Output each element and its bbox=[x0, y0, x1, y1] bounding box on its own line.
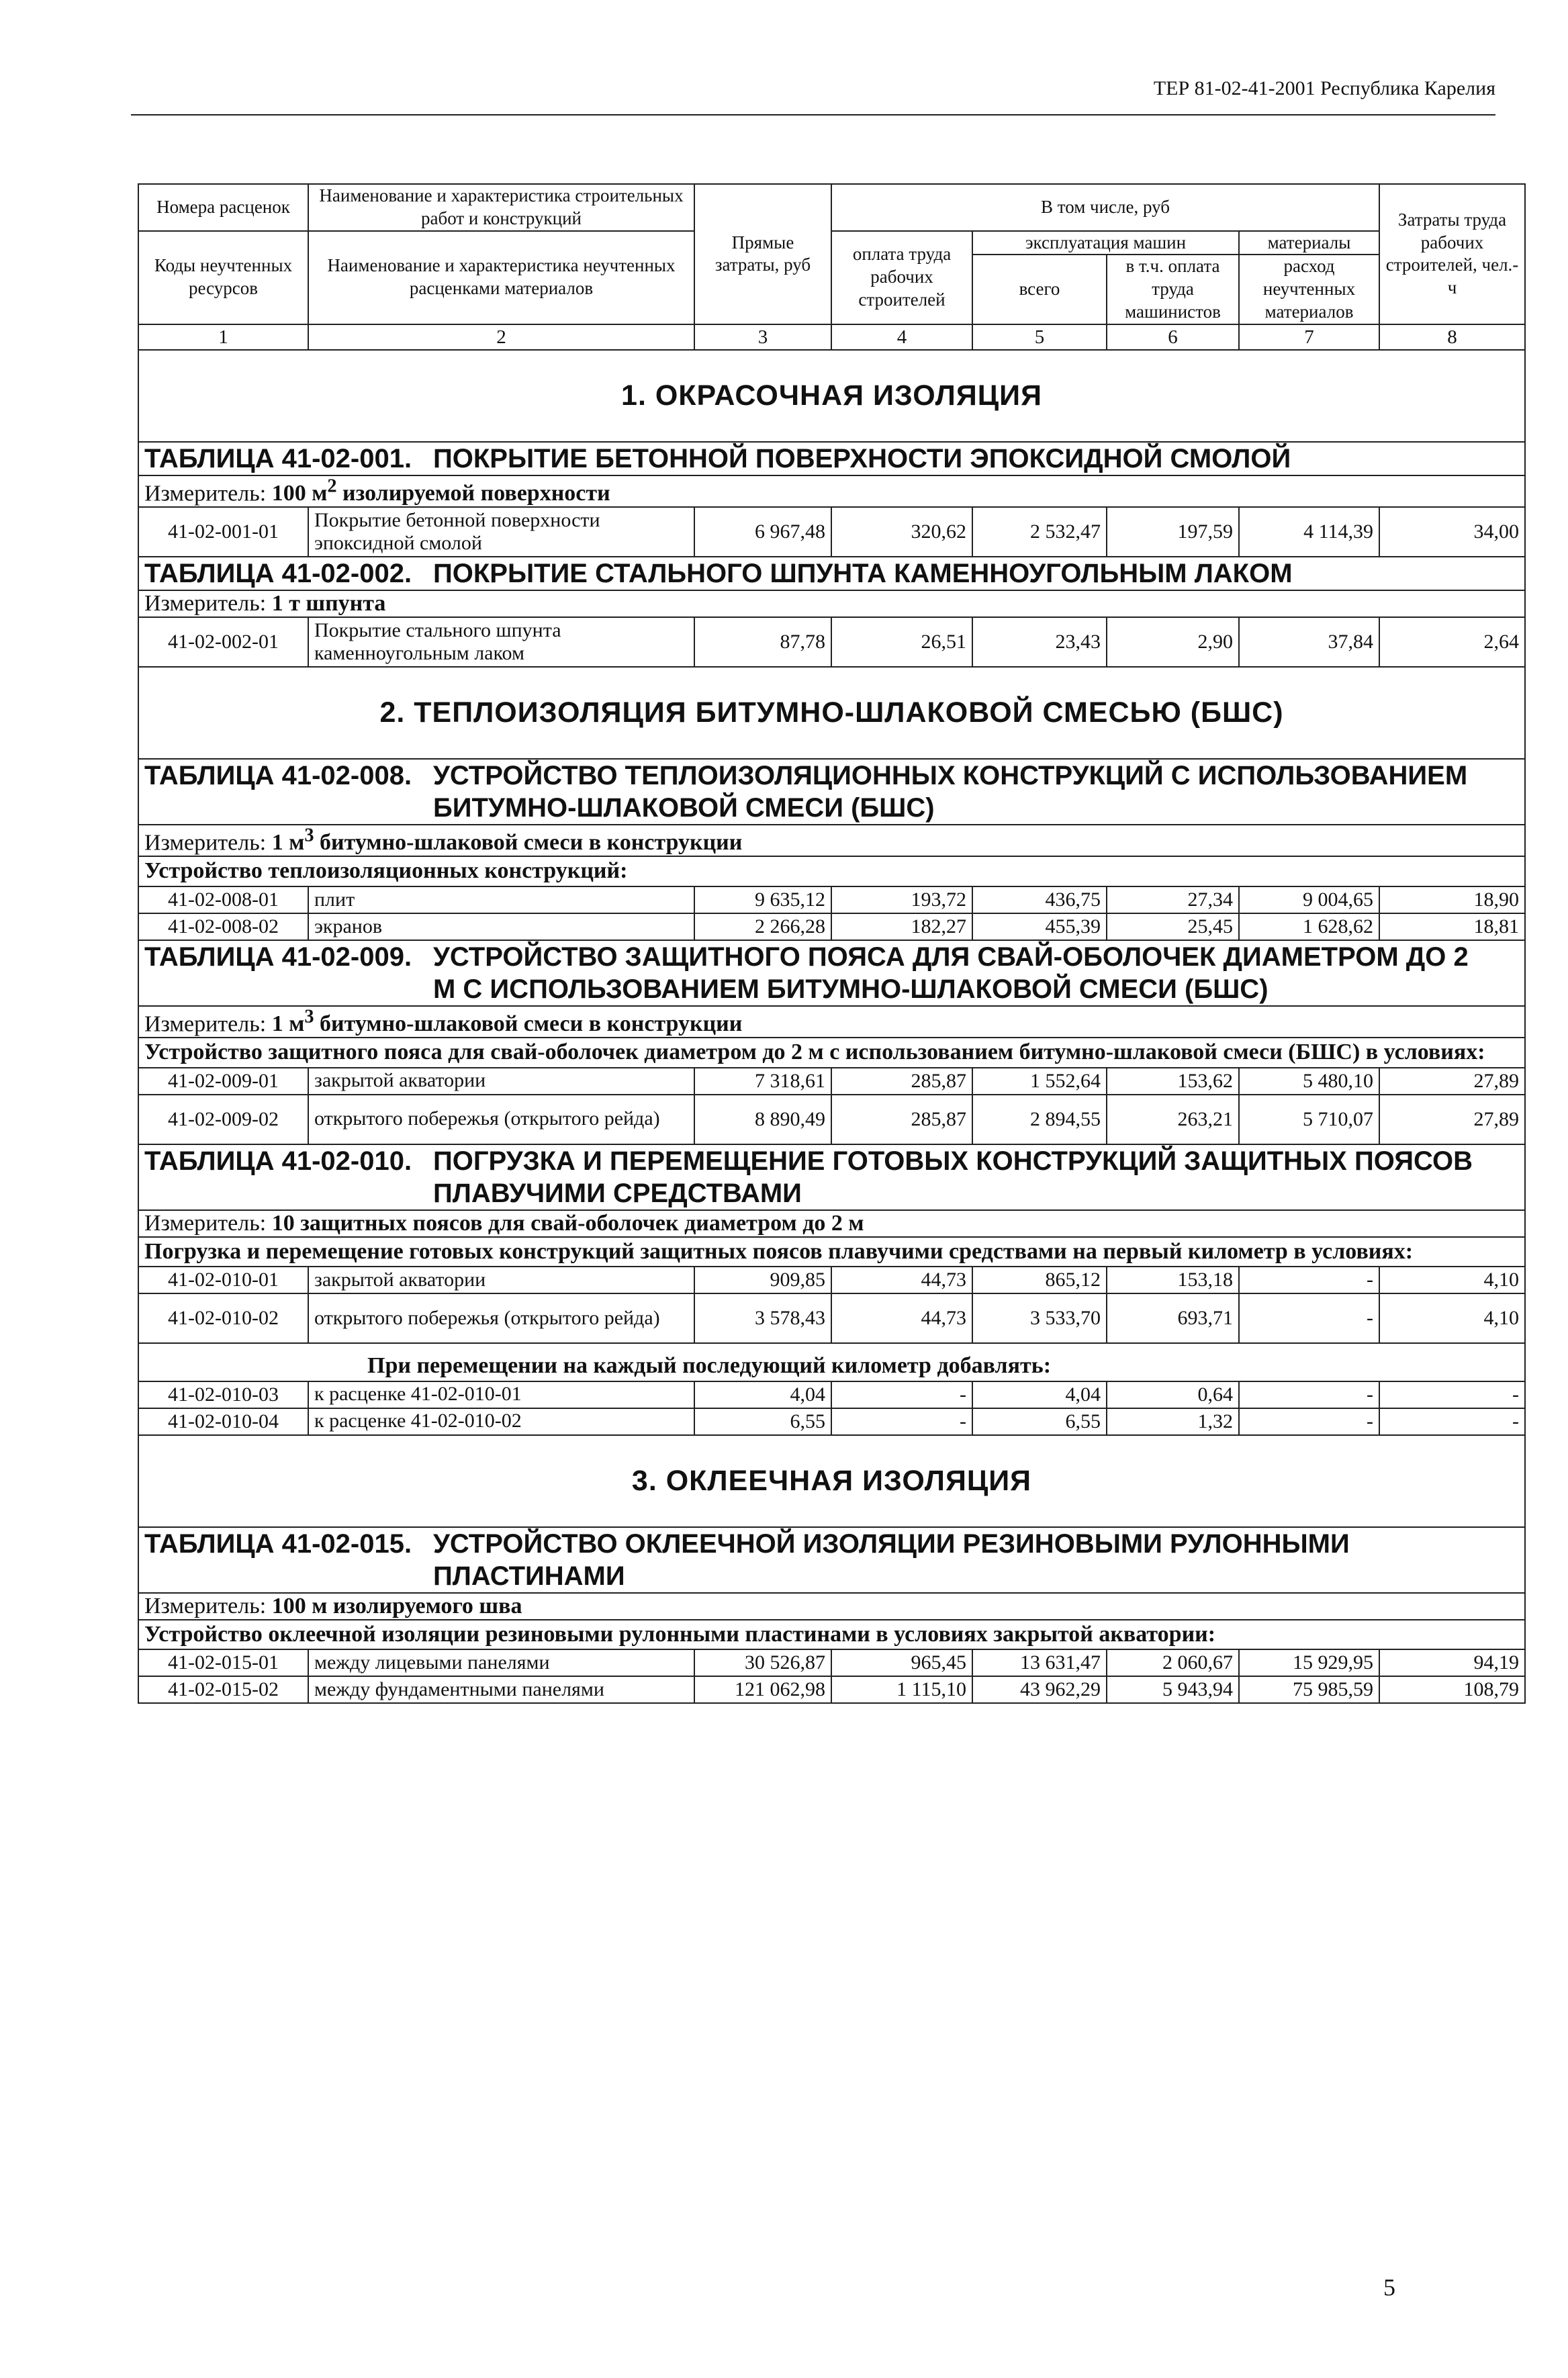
col-num: 5 bbox=[972, 324, 1107, 350]
materials: - bbox=[1239, 1267, 1379, 1293]
measure-sup: 2 bbox=[327, 475, 337, 497]
rate-code: 41-02-002-01 bbox=[138, 617, 308, 667]
rate-name: между фундаментными панелями bbox=[308, 1676, 694, 1703]
machinist-wages: 27,34 bbox=[1107, 886, 1239, 913]
table-heading bbox=[138, 442, 1525, 475]
table-title: ПОКРЫТИЕ БЕТОННОЙ ПОВЕРХНОСТИ ЭПОКСИДНОЙ СМОЛОЙ bbox=[433, 443, 1291, 473]
labor-hours: 27,89 bbox=[1379, 1095, 1525, 1144]
rate-code: 41-02-008-01 bbox=[138, 886, 308, 913]
table-measure bbox=[138, 1006, 1525, 1038]
machinist-wages: 153,18 bbox=[1107, 1267, 1239, 1293]
machines-total: 6,55 bbox=[972, 1408, 1107, 1435]
table-row bbox=[138, 913, 1525, 940]
table-subheader: Погрузка и перемещение готовых конструкций защитных поясов плавучими средствами на первый километр в условиях: bbox=[138, 1237, 1525, 1267]
table-label: ТАБЛИЦА 41-02-015. bbox=[144, 1528, 412, 1559]
table-measure bbox=[138, 475, 1525, 507]
col-materials: материалы bbox=[1239, 231, 1379, 255]
table-label: ТАБЛИЦА 41-02-009. bbox=[144, 942, 412, 972]
rate-code: 41-02-015-02 bbox=[138, 1676, 308, 1703]
rate-code: 41-02-010-03 bbox=[138, 1381, 308, 1408]
labor-wages: 285,87 bbox=[831, 1095, 972, 1144]
table-row bbox=[138, 1649, 1525, 1676]
labor-wages: 44,73 bbox=[831, 1293, 972, 1343]
machinist-wages: 5 943,94 bbox=[1107, 1676, 1239, 1703]
measure-sup: 3 bbox=[304, 1006, 314, 1027]
col-machinist-wages: в т.ч. оплата труда машинистов bbox=[1107, 255, 1239, 324]
machines-total: 4,04 bbox=[972, 1381, 1107, 1408]
machinist-wages: 2,90 bbox=[1107, 617, 1239, 667]
measure-unit: 1 м bbox=[271, 1011, 305, 1037]
machines-total: 455,39 bbox=[972, 913, 1107, 940]
table-subheader: Устройство теплоизоляционных конструкций: bbox=[138, 856, 1525, 886]
machinist-wages: 153,62 bbox=[1107, 1068, 1239, 1095]
rate-name: между лицевыми панелями bbox=[308, 1649, 694, 1676]
direct-costs: 7 318,61 bbox=[694, 1068, 831, 1095]
machines-total: 3 533,70 bbox=[972, 1293, 1107, 1343]
labor-wages: 965,45 bbox=[831, 1649, 972, 1676]
machines-total: 865,12 bbox=[972, 1267, 1107, 1293]
measure-prefix: Измеритель: bbox=[144, 1011, 267, 1037]
labor-hours: 108,79 bbox=[1379, 1676, 1525, 1703]
measure-unit: 1 т шпунта bbox=[271, 591, 386, 616]
direct-costs: 9 635,12 bbox=[694, 886, 831, 913]
section-title: 2. ТЕПЛОИЗОЛЯЦИЯ БИТУМНО-ШЛАКОВОЙ СМЕСЬЮ (БШС) bbox=[138, 667, 1525, 759]
materials: - bbox=[1239, 1408, 1379, 1435]
rate-code: 41-02-008-02 bbox=[138, 913, 308, 940]
labor-hours: - bbox=[1379, 1408, 1525, 1435]
table-label: ТАБЛИЦА 41-02-008. bbox=[144, 761, 412, 791]
col-labor-wages: оплата труда рабочих строителей bbox=[831, 231, 972, 324]
col-num: 4 bbox=[831, 324, 972, 350]
machinist-wages: 25,45 bbox=[1107, 913, 1239, 940]
col-num: 1 bbox=[138, 324, 308, 350]
table-row bbox=[138, 886, 1525, 913]
measure-prefix: Измеритель: bbox=[144, 1593, 267, 1618]
rate-name: открытого побережья (открытого рейда) bbox=[308, 1095, 694, 1144]
materials: 4 114,39 bbox=[1239, 507, 1379, 557]
machines-total: 1 552,64 bbox=[972, 1068, 1107, 1095]
machinist-wages: 2 060,67 bbox=[1107, 1649, 1239, 1676]
col-rate-number: Номера расценок bbox=[138, 184, 308, 231]
materials: 15 929,95 bbox=[1239, 1649, 1379, 1676]
direct-costs: 30 526,87 bbox=[694, 1649, 831, 1676]
table-row bbox=[138, 1381, 1525, 1408]
rate-name: Покрытие стального шпунта каменноугольным лаком bbox=[308, 617, 694, 667]
col-resource-codes: Коды неучтенных ресурсов bbox=[138, 231, 308, 324]
col-num: 7 bbox=[1239, 324, 1379, 350]
direct-costs: 121 062,98 bbox=[694, 1676, 831, 1703]
table-heading bbox=[138, 940, 1525, 1006]
table-label: ТАБЛИЦА 41-02-010. bbox=[144, 1146, 412, 1176]
measure-object: битумно-шлаковой смеси в конструкции bbox=[314, 1011, 743, 1037]
machinist-wages: 693,71 bbox=[1107, 1293, 1239, 1343]
table-row bbox=[138, 1293, 1525, 1343]
labor-wages: 193,72 bbox=[831, 886, 972, 913]
labor-wages: - bbox=[831, 1408, 972, 1435]
direct-costs: 6,55 bbox=[694, 1408, 831, 1435]
rate-code: 41-02-010-01 bbox=[138, 1267, 308, 1293]
materials: 5 480,10 bbox=[1239, 1068, 1379, 1095]
materials: 1 628,62 bbox=[1239, 913, 1379, 940]
machinist-wages: 1,32 bbox=[1107, 1408, 1239, 1435]
table-title: УСТРОЙСТВО ЗАЩИТНОГО ПОЯСА ДЛЯ СВАЙ-ОБОЛОЧЕК ДИАМЕТРОМ ДО 2 М С ИСПОЛЬЗОВАНИЕМ БИТУМНО-ШЛАКОВОЙ СМЕСИ (БШС) bbox=[433, 942, 1469, 1004]
rate-code: 41-02-009-01 bbox=[138, 1068, 308, 1095]
rate-code: 41-02-009-02 bbox=[138, 1095, 308, 1144]
rate-name: Покрытие бетонной поверхности эпоксидной смолой bbox=[308, 507, 694, 557]
table-heading bbox=[138, 759, 1525, 825]
col-num: 6 bbox=[1107, 324, 1239, 350]
materials: 37,84 bbox=[1239, 617, 1379, 667]
measure-sup: 3 bbox=[304, 825, 314, 847]
labor-hours: 18,81 bbox=[1379, 913, 1525, 940]
labor-hours: 2,64 bbox=[1379, 617, 1525, 667]
col-material-usage: расход неучтенных материалов bbox=[1239, 255, 1379, 324]
col-work-name: Наименование и характеристика строительных работ и конструкций bbox=[308, 184, 694, 231]
measure-unit: 100 м bbox=[271, 481, 328, 506]
page-number: 5 bbox=[1383, 2274, 1395, 2301]
table-row bbox=[138, 1408, 1525, 1435]
section-title: 1. ОКРАСОЧНАЯ ИЗОЛЯЦИЯ bbox=[138, 350, 1525, 442]
table-row bbox=[138, 617, 1525, 667]
labor-wages: 1 115,10 bbox=[831, 1676, 972, 1703]
materials: 75 985,59 bbox=[1239, 1676, 1379, 1703]
col-num: 2 bbox=[308, 324, 694, 350]
table-heading bbox=[138, 557, 1525, 590]
measure-unit: 1 м bbox=[271, 830, 305, 856]
rate-name: открытого побережья (открытого рейда) bbox=[308, 1293, 694, 1343]
table-measure bbox=[138, 590, 1525, 617]
labor-hours: 4,10 bbox=[1379, 1293, 1525, 1343]
col-direct-costs: Прямые затраты, руб bbox=[694, 184, 831, 324]
table-title: УСТРОЙСТВО ТЕПЛОИЗОЛЯЦИОННЫХ КОНСТРУКЦИЙ С ИСПОЛЬЗОВАНИЕМ БИТУМНО-ШЛАКОВОЙ СМЕСИ (БШС) bbox=[433, 761, 1468, 823]
table-row bbox=[138, 507, 1525, 557]
labor-hours: - bbox=[1379, 1381, 1525, 1408]
table-title: ПОКРЫТИЕ СТАЛЬНОГО ШПУНТА КАМЕННОУГОЛЬНЫМ ЛАКОМ bbox=[433, 559, 1293, 589]
direct-costs: 87,78 bbox=[694, 617, 831, 667]
machines-total: 436,75 bbox=[972, 886, 1107, 913]
machinist-wages: 0,64 bbox=[1107, 1381, 1239, 1408]
materials: - bbox=[1239, 1381, 1379, 1408]
rate-name: к расценке 41-02-010-02 bbox=[308, 1408, 694, 1435]
machines-total: 2 894,55 bbox=[972, 1095, 1107, 1144]
direct-costs: 6 967,48 bbox=[694, 507, 831, 557]
measure-prefix: Измеритель: bbox=[144, 830, 267, 856]
measure-object: битумно-шлаковой смеси в конструкции bbox=[314, 830, 743, 856]
materials: - bbox=[1239, 1293, 1379, 1343]
rate-code: 41-02-015-01 bbox=[138, 1649, 308, 1676]
measure-prefix: Измеритель: bbox=[144, 591, 267, 616]
measure-unit: 100 м изолируемого шва bbox=[271, 1593, 522, 1618]
labor-wages: 285,87 bbox=[831, 1068, 972, 1095]
labor-hours: 34,00 bbox=[1379, 507, 1525, 557]
table-row bbox=[138, 1095, 1525, 1144]
direct-costs: 4,04 bbox=[694, 1381, 831, 1408]
table-measure bbox=[138, 825, 1525, 856]
machines-total: 2 532,47 bbox=[972, 507, 1107, 557]
table-row bbox=[138, 1068, 1525, 1095]
header-rule bbox=[131, 114, 1495, 116]
machinist-wages: 263,21 bbox=[1107, 1095, 1239, 1144]
table-subheader: При перемещении на каждый последующий километр добавлять: bbox=[138, 1343, 1525, 1381]
rate-code: 41-02-010-02 bbox=[138, 1293, 308, 1343]
col-machines: эксплуатация машин bbox=[972, 231, 1239, 255]
labor-hours: 27,89 bbox=[1379, 1068, 1525, 1095]
document-reference: ТЕР 81-02-41-2001 Республика Карелия bbox=[1153, 77, 1495, 99]
labor-wages: 26,51 bbox=[831, 617, 972, 667]
table-row bbox=[138, 1676, 1525, 1703]
table-title: ПОГРУЗКА И ПЕРЕМЕЩЕНИЕ ГОТОВЫХ КОНСТРУКЦИЙ ЗАЩИТНЫХ ПОЯСОВ ПЛАВУЧИМИ СРЕДСТВАМИ bbox=[433, 1146, 1473, 1208]
labor-hours: 94,19 bbox=[1379, 1649, 1525, 1676]
machines-total: 43 962,29 bbox=[972, 1676, 1107, 1703]
labor-wages: 44,73 bbox=[831, 1267, 972, 1293]
col-num: 3 bbox=[694, 324, 831, 350]
rate-name: экранов bbox=[308, 913, 694, 940]
measure-unit: 10 защитных поясов для свай-оболочек диаметром до 2 м bbox=[271, 1210, 864, 1236]
table-subheader: Устройство оклеечной изоляции резиновыми рулонными пластинами в условиях закрытой акватории: bbox=[138, 1620, 1525, 1650]
table-title: УСТРОЙСТВО ОКЛЕЕЧНОЙ ИЗОЛЯЦИИ РЕЗИНОВЫМИ РУЛОННЫМИ ПЛАСТИНАМИ bbox=[433, 1528, 1350, 1591]
machinist-wages: 197,59 bbox=[1107, 507, 1239, 557]
table-row bbox=[138, 1267, 1525, 1293]
rate-code: 41-02-010-04 bbox=[138, 1408, 308, 1435]
col-num: 8 bbox=[1379, 324, 1525, 350]
materials: 9 004,65 bbox=[1239, 886, 1379, 913]
section-title: 3. ОКЛЕЕЧНАЯ ИЗОЛЯЦИЯ bbox=[138, 1435, 1525, 1527]
rate-name: плит bbox=[308, 886, 694, 913]
table-subheader: Устройство защитного пояса для свай-оболочек диаметром до 2 м с использованием битумно-шлаковой смеси (БШС) в условиях: bbox=[138, 1038, 1525, 1068]
col-including: В том числе, руб bbox=[831, 184, 1379, 231]
table-measure bbox=[138, 1210, 1525, 1237]
table-heading bbox=[138, 1144, 1525, 1210]
table-label: ТАБЛИЦА 41-02-001. bbox=[144, 443, 412, 473]
measure-object: изолируемой поверхности bbox=[336, 481, 610, 506]
materials: 5 710,07 bbox=[1239, 1095, 1379, 1144]
measure-prefix: Измеритель: bbox=[144, 1210, 267, 1236]
rate-code: 41-02-001-01 bbox=[138, 507, 308, 557]
col-labor-hours: Затраты труда рабочих строителей, чел.-ч bbox=[1379, 184, 1525, 324]
rates-table bbox=[138, 183, 1526, 1704]
direct-costs: 3 578,43 bbox=[694, 1293, 831, 1343]
direct-costs: 8 890,49 bbox=[694, 1095, 831, 1144]
col-material-name: Наименование и характеристика неучтенных расценками материалов bbox=[308, 231, 694, 324]
labor-wages: 320,62 bbox=[831, 507, 972, 557]
labor-hours: 18,90 bbox=[1379, 886, 1525, 913]
direct-costs: 2 266,28 bbox=[694, 913, 831, 940]
labor-hours: 4,10 bbox=[1379, 1267, 1525, 1293]
rate-name: закрытой акватории bbox=[308, 1068, 694, 1095]
rate-name: закрытой акватории bbox=[308, 1267, 694, 1293]
labor-wages: 182,27 bbox=[831, 913, 972, 940]
table-heading bbox=[138, 1527, 1525, 1593]
machines-total: 23,43 bbox=[972, 617, 1107, 667]
labor-wages: - bbox=[831, 1381, 972, 1408]
col-machines-total: всего bbox=[972, 255, 1107, 324]
table-label: ТАБЛИЦА 41-02-002. bbox=[144, 559, 412, 589]
measure-prefix: Измеритель: bbox=[144, 481, 267, 506]
rate-name: к расценке 41-02-010-01 bbox=[308, 1381, 694, 1408]
machines-total: 13 631,47 bbox=[972, 1649, 1107, 1676]
direct-costs: 909,85 bbox=[694, 1267, 831, 1293]
table-measure bbox=[138, 1593, 1525, 1620]
